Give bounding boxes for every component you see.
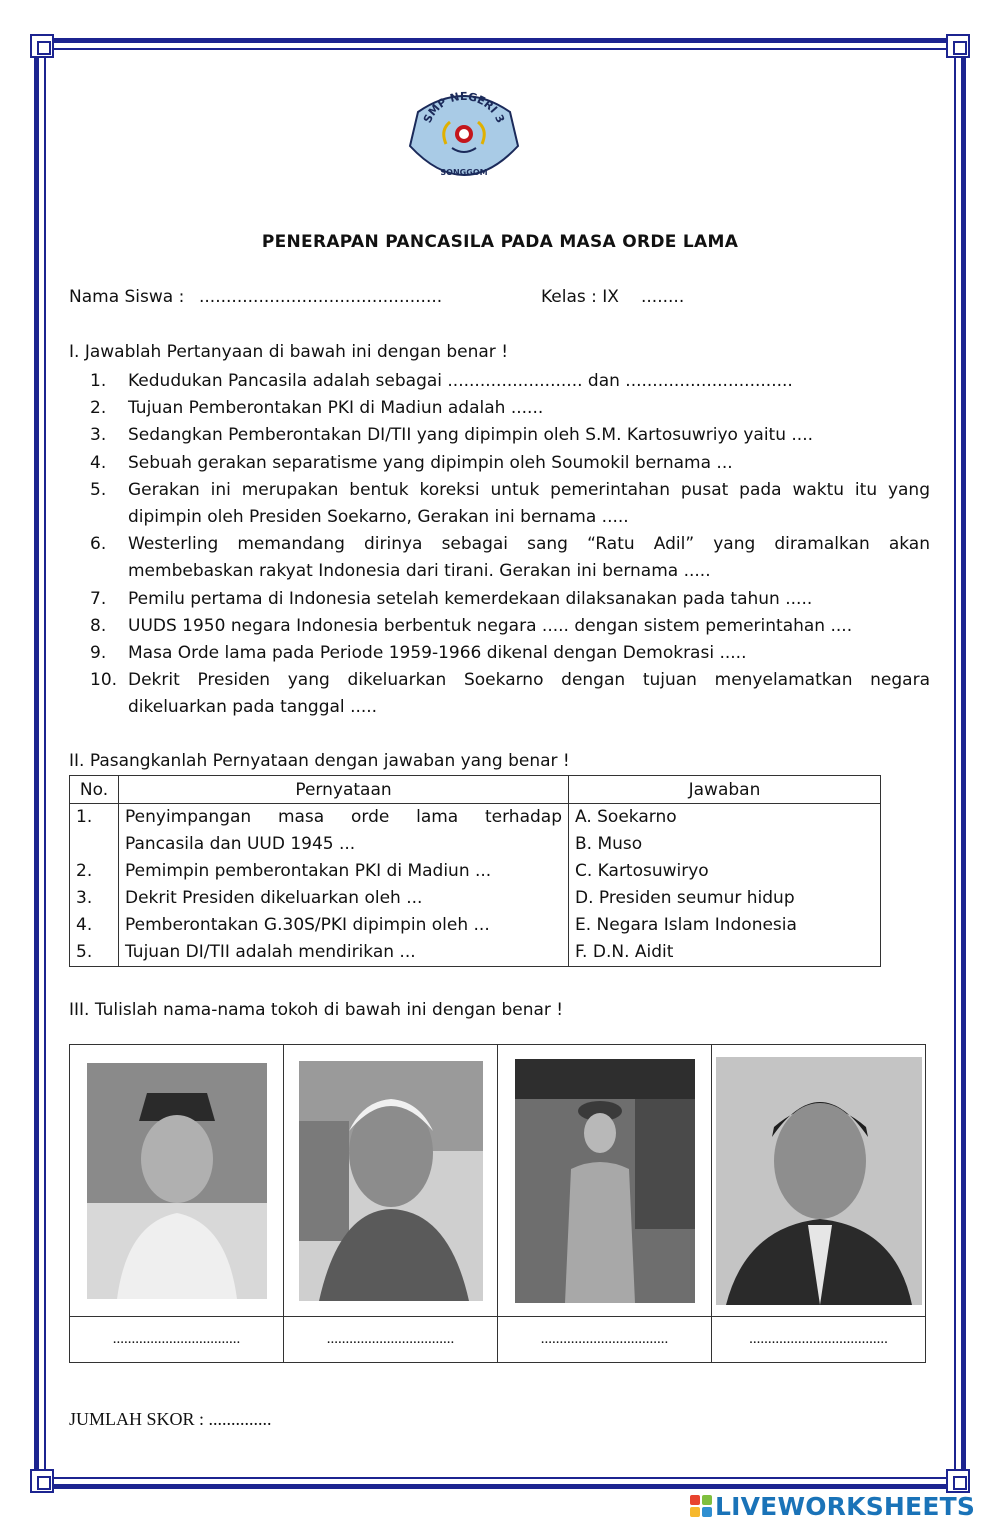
- question-number: 4.: [90, 452, 107, 473]
- question-number: 10.: [90, 670, 118, 691]
- question-number: 9.: [90, 643, 107, 664]
- name-answer-field[interactable]: ..................................: [284, 1317, 498, 1363]
- figures-table: [69, 1044, 926, 1363]
- column-header-answer: Jawaban: [569, 776, 881, 804]
- photo-cell: [70, 1045, 284, 1317]
- photo-cell: [284, 1045, 498, 1317]
- answer-option: A. Soekarno: [575, 807, 677, 827]
- row-number: 2.: [76, 861, 93, 881]
- border-corner-ornament: [946, 1469, 970, 1493]
- answer-option: D. Presiden seumur hidup: [575, 888, 795, 908]
- student-name-label: Nama Siswa :: [69, 287, 185, 307]
- question-text: Kedudukan Pancasila adalah sebagai ......................... dan ...............................: [128, 371, 793, 391]
- section1-heading: I. Jawablah Pertanyaan di bawah ini dengan benar !: [69, 342, 509, 362]
- section3-heading: III. Tulislah nama-nama tokoh di bawah ini dengan benar !: [69, 1000, 564, 1020]
- question-number: 7.: [90, 588, 107, 609]
- portrait-photo-4: [716, 1057, 922, 1305]
- row-number: [76, 831, 112, 858]
- logo-square: [690, 1507, 700, 1517]
- photo-cell: [498, 1045, 712, 1317]
- statement-text: Pancasila dan UUD 1945 ...: [125, 834, 356, 854]
- column-header-statement: Pernyataan: [119, 776, 569, 804]
- student-class-label: Kelas : IX: [541, 287, 619, 307]
- question-text: [128, 667, 930, 721]
- question-item: [90, 640, 930, 667]
- answer-option: B. Muso: [575, 834, 643, 854]
- table-header-row: [70, 776, 881, 804]
- question-item: [90, 477, 930, 531]
- school-logo: [406, 84, 522, 188]
- answer-option: C. Kartosuwiryo: [575, 861, 709, 881]
- question-text: Sedangkan Pemberontakan DI/TII yang dipimpin oleh S.M. Kartosuwriyo yaitu ....: [128, 425, 813, 446]
- question-number: 6.: [90, 534, 107, 555]
- student-name-field[interactable]: .............................................: [199, 287, 443, 307]
- answer-option: F. D.N. Aidit: [575, 942, 674, 962]
- question-text: Pemilu pertama di Indonesia setelah kemerdekaan dilaksanakan pada tahun .....: [128, 588, 813, 609]
- answer-row: [70, 1317, 926, 1363]
- question-number: 5.: [90, 479, 107, 500]
- question-item: [90, 586, 930, 613]
- watermark-text: LIVEWORKSHEETS: [715, 1491, 976, 1521]
- question-text: UUDS 1950 negara Indonesia berbentuk negara ..... dengan sistem pemerintahan ....: [128, 615, 853, 636]
- logo-square: [690, 1495, 700, 1505]
- question-item: [90, 395, 930, 422]
- question-item: [90, 613, 930, 640]
- student-class-field[interactable]: ........: [641, 287, 685, 307]
- question-text: [128, 531, 930, 585]
- border-corner-ornament: [30, 34, 54, 58]
- column-header-no: No.: [70, 776, 119, 804]
- statement-text: Tujuan DI/TII adalah mendirikan ...: [125, 942, 416, 962]
- logo-square: [702, 1507, 712, 1517]
- liveworksheets-logo-icon: [690, 1495, 712, 1517]
- question-list: [90, 368, 930, 722]
- question-text: Tujuan Pemberontakan PKI di Madiun adalah ......: [128, 398, 544, 419]
- answer-column: [569, 804, 881, 967]
- question-line: Dekrit Presiden yang dikeluarkan Soekarno dengan tujuan menyelamatkan negara: [128, 670, 930, 691]
- question-item: [90, 368, 930, 395]
- section2-heading: II. Pasangkanlah Pernyataan dengan jawaban yang benar !: [69, 751, 570, 771]
- question-text: Sebuah gerakan separatisme yang dipimpin oleh Soumokil bernama ...: [128, 452, 733, 473]
- question-number: 3.: [90, 425, 107, 446]
- question-item: [90, 422, 930, 449]
- statement-text: Pemberontakan G.30S/PKI dipimpin oleh ...: [125, 915, 490, 935]
- row-number: 5.: [76, 942, 93, 962]
- row-number: 3.: [76, 888, 93, 908]
- question-item: [90, 450, 930, 477]
- statement-text: Penyimpangan masa orde lama terhadap: [125, 807, 562, 827]
- question-number: 2.: [90, 398, 107, 419]
- total-score-label: JUMLAH SKOR : ..............: [69, 1409, 272, 1429]
- name-answer-field[interactable]: ..................................: [498, 1317, 712, 1363]
- question-line: membebaskan rakyat Indonesia dari tirani. Gerakan ini bernama .....: [128, 561, 711, 582]
- question-line: dipimpin oleh Presiden Soekarno, Gerakan ini bernama .....: [128, 507, 629, 528]
- row-number: 1.: [76, 807, 93, 827]
- photo-cell: [712, 1045, 926, 1317]
- statement-text: Dekrit Presiden dikeluarkan oleh ...: [125, 888, 423, 908]
- page-title: PENERAPAN PANCASILA PADA MASA ORDE LAMA: [261, 232, 739, 252]
- question-text: [128, 477, 930, 531]
- liveworksheets-watermark: [690, 1491, 975, 1521]
- name-answer-field[interactable]: .....................................: [712, 1317, 926, 1363]
- row-number: 4.: [76, 915, 93, 935]
- question-number: 1.: [90, 371, 107, 391]
- answer-option: E. Negara Islam Indonesia: [575, 915, 797, 935]
- portrait-photo-1: [87, 1063, 267, 1299]
- logo-bottom-text: SONGGOM: [440, 168, 488, 177]
- name-answer-field[interactable]: ..................................: [70, 1317, 284, 1363]
- logo-square: [702, 1495, 712, 1505]
- portrait-photo-3: [515, 1059, 695, 1303]
- statement-text: Pemimpin pemberontakan PKI di Madiun ...: [125, 861, 492, 881]
- matching-table: [69, 775, 881, 967]
- question-item: [90, 531, 930, 585]
- border-corner-ornament: [946, 34, 970, 58]
- question-text: Masa Orde lama pada Periode 1959-1966 dikenal dengan Demokrasi .....: [128, 643, 747, 664]
- question-line: dikeluarkan pada tanggal .....: [128, 697, 378, 718]
- logo-top-text: SMP NEGERI 3: [420, 89, 508, 126]
- question-item: [90, 667, 930, 721]
- table-row: [70, 804, 881, 967]
- question-line: Westerling memandang dirinya sebagai sang “Ratu Adil” yang diramalkan akan: [128, 534, 930, 555]
- photo-row: [70, 1045, 926, 1317]
- question-number: 8.: [90, 615, 107, 636]
- border-corner-ornament: [30, 1469, 54, 1493]
- number-column: [70, 804, 119, 967]
- statement-column: [119, 804, 569, 967]
- question-line: Gerakan ini merupakan bentuk koreksi untuk pemerintahan pusat pada waktu itu yang: [128, 479, 930, 500]
- portrait-photo-2: [299, 1061, 483, 1301]
